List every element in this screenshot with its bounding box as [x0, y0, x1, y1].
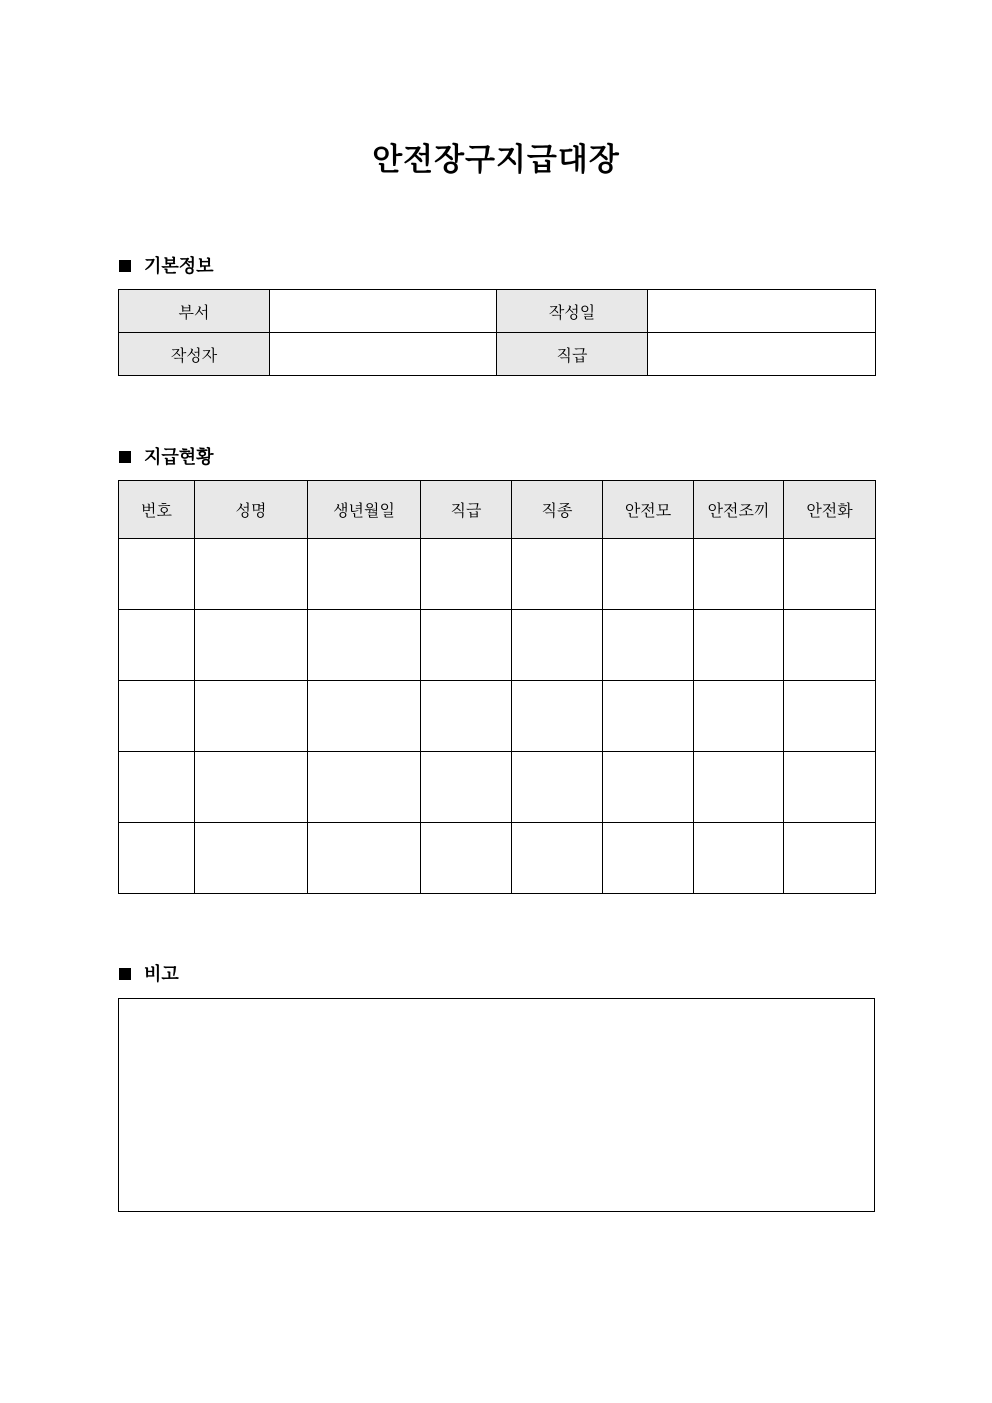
table-cell[interactable] — [195, 610, 308, 681]
square-bullet-icon — [119, 260, 131, 272]
table-row — [119, 823, 876, 894]
position-label: 직급 — [497, 333, 648, 376]
column-header-number: 번호 — [119, 481, 195, 539]
table-cell[interactable] — [421, 539, 512, 610]
status-heading-label: 지급현황 — [144, 447, 214, 468]
table-cell[interactable] — [603, 681, 694, 752]
basic-info-row — [119, 333, 876, 376]
status-table — [118, 480, 876, 894]
table-cell[interactable] — [603, 823, 694, 894]
table-cell[interactable] — [308, 823, 421, 894]
table-cell[interactable] — [694, 823, 784, 894]
table-cell[interactable] — [512, 752, 603, 823]
square-bullet-icon — [119, 968, 131, 980]
table-cell[interactable] — [421, 681, 512, 752]
table-cell[interactable] — [119, 539, 195, 610]
status-header-row — [119, 481, 876, 539]
table-cell[interactable] — [421, 823, 512, 894]
table-cell[interactable] — [308, 752, 421, 823]
position-field[interactable] — [648, 333, 876, 376]
table-row — [119, 752, 876, 823]
remarks-field[interactable] — [118, 998, 875, 1212]
table-cell[interactable] — [694, 539, 784, 610]
table-cell[interactable] — [308, 539, 421, 610]
author-label: 작성자 — [119, 333, 270, 376]
remarks-heading — [119, 962, 179, 984]
table-cell[interactable] — [119, 681, 195, 752]
table-cell[interactable] — [784, 681, 876, 752]
table-cell[interactable] — [195, 823, 308, 894]
column-header-name: 성명 — [195, 481, 308, 539]
table-cell[interactable] — [512, 610, 603, 681]
basic-info-heading — [119, 254, 214, 276]
table-row — [119, 539, 876, 610]
table-cell[interactable] — [694, 681, 784, 752]
basic-info-heading-label: 기본정보 — [144, 256, 214, 277]
remarks-heading-label: 비고 — [144, 964, 179, 985]
column-header-safety-shoes: 안전화 — [784, 481, 876, 539]
table-cell[interactable] — [308, 681, 421, 752]
date-written-field[interactable] — [648, 290, 876, 333]
square-bullet-icon — [119, 451, 131, 463]
table-cell[interactable] — [694, 610, 784, 681]
table-cell[interactable] — [512, 539, 603, 610]
column-header-position: 직급 — [421, 481, 512, 539]
basic-info-row — [119, 290, 876, 333]
table-cell[interactable] — [603, 539, 694, 610]
column-header-job-type: 직종 — [512, 481, 603, 539]
column-header-safety-vest: 안전조끼 — [694, 481, 784, 539]
table-cell[interactable] — [119, 610, 195, 681]
table-cell[interactable] — [784, 823, 876, 894]
status-heading — [119, 445, 214, 467]
table-row — [119, 610, 876, 681]
date-written-label: 작성일 — [497, 290, 648, 333]
basic-info-table — [118, 289, 876, 376]
table-cell[interactable] — [694, 752, 784, 823]
table-cell[interactable] — [603, 752, 694, 823]
table-cell[interactable] — [421, 752, 512, 823]
table-cell[interactable] — [119, 752, 195, 823]
table-cell[interactable] — [308, 610, 421, 681]
table-cell[interactable] — [512, 823, 603, 894]
table-cell[interactable] — [784, 539, 876, 610]
table-row — [119, 681, 876, 752]
table-cell[interactable] — [195, 752, 308, 823]
table-cell[interactable] — [195, 539, 308, 610]
document-title: 안전장구지급대장 — [372, 142, 620, 178]
table-cell[interactable] — [119, 823, 195, 894]
table-cell[interactable] — [603, 610, 694, 681]
author-field[interactable] — [270, 333, 497, 376]
table-cell[interactable] — [512, 681, 603, 752]
column-header-birthdate: 생년월일 — [308, 481, 421, 539]
column-header-helmet: 안전모 — [603, 481, 694, 539]
table-cell[interactable] — [784, 752, 876, 823]
table-cell[interactable] — [421, 610, 512, 681]
department-field[interactable] — [270, 290, 497, 333]
department-label: 부서 — [119, 290, 270, 333]
table-cell[interactable] — [195, 681, 308, 752]
table-cell[interactable] — [784, 610, 876, 681]
